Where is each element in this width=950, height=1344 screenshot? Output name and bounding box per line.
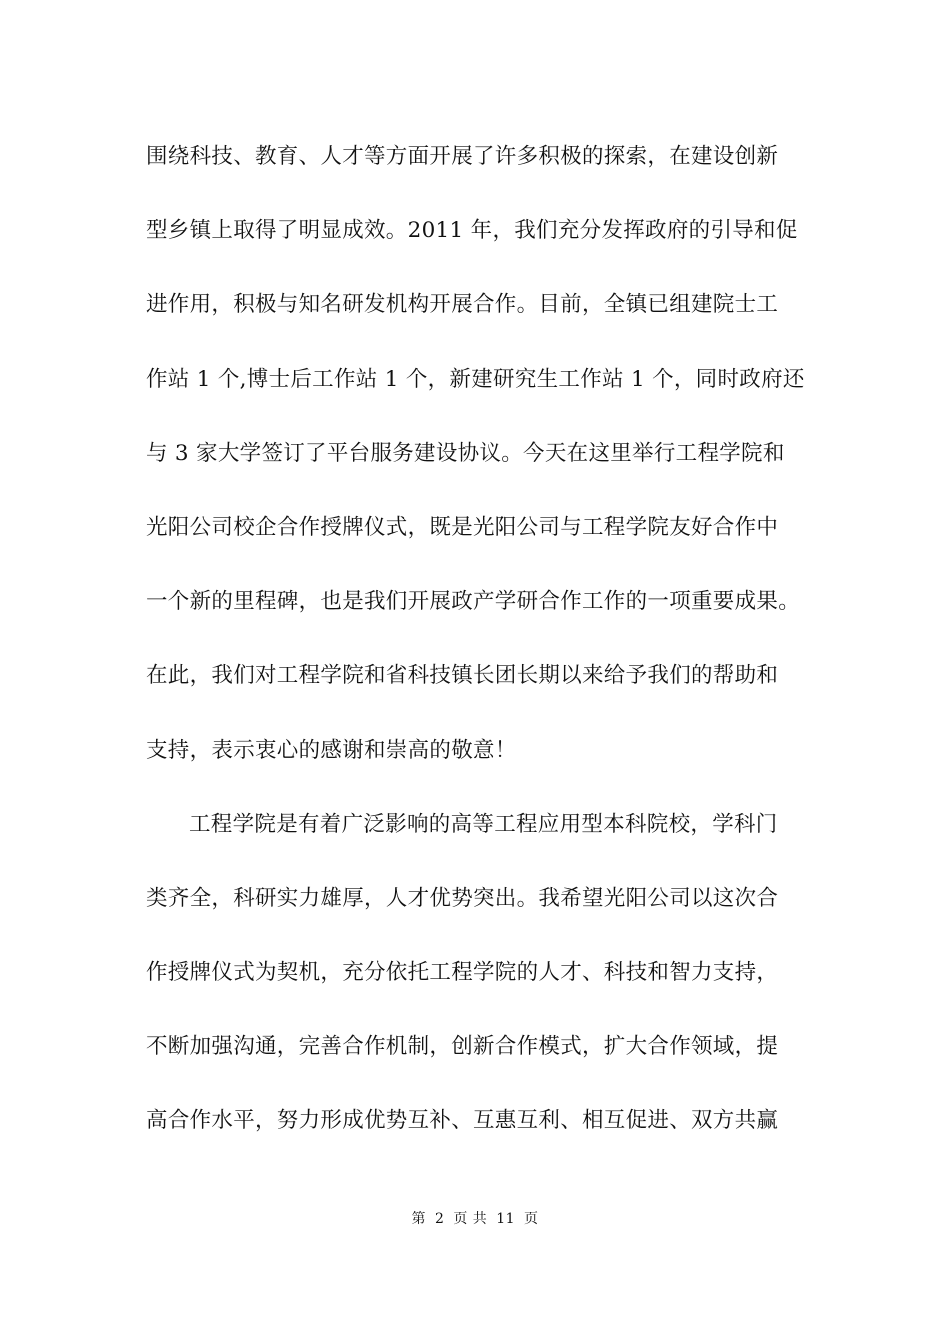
text-line-2: 型乡镇上取得了明显成效。2011 年，我们充分发挥政府的引导和促 [146,218,798,244]
footer-mid: 页 共 [453,1211,488,1227]
footer-page-number: 2 [434,1211,445,1227]
text-line-4: 作站 1 个,博士后工作站 1 个，新建研究生工作站 1 个，同时政府还 [146,366,805,392]
text-line-11: 类齐全，科研实力雄厚，人才优势突出。我希望光阳公司以这次合 [146,885,779,911]
text-line-8: 在此，我们对工程学院和省科技镇长团长期以来给予我们的帮助和 [146,663,779,689]
text-line-1: 围绕科技、教育、人才等方面开展了许多积极的探索，在建设创新 [146,144,779,169]
text-line-10: 工程学院是有着广泛影响的高等工程应用型本科院校，学科门 [189,811,778,837]
footer-total-pages: 11 [496,1211,516,1227]
page-footer [0,1208,950,1228]
text-line-6: 光阳公司校企合作授牌仪式，既是光阳公司与工程学院友好合作中 [146,514,779,540]
text-line-13: 不断加强沟通，完善合作机制，创新合作模式，扩大合作领域，提 [146,1034,779,1060]
text-line-3: 进作用，积极与知名研发机构开展合作。目前，全镇已组建院士工 [146,292,779,318]
footer-suffix: 页 [524,1211,539,1227]
text-line-5: 与 3 家大学签订了平台服务建设协议。今天在这里举行工程学院和 [146,440,785,466]
text-line-9: 支持，表示衷心的感谢和崇高的敬意！ [146,737,517,763]
body-text [146,132,826,1171]
text-line-12: 作授牌仪式为契机，充分依托工程学院的人才、科技和智力支持， [146,960,779,986]
text-line-14: 高合作水平，努力形成优势互补、互惠互利、相互促进、双方共赢 [146,1108,779,1134]
footer-prefix: 第 [411,1211,426,1227]
text-line-7: 一个新的里程碑，也是我们开展政产学研合作工作的一项重要成果。 [146,589,801,615]
